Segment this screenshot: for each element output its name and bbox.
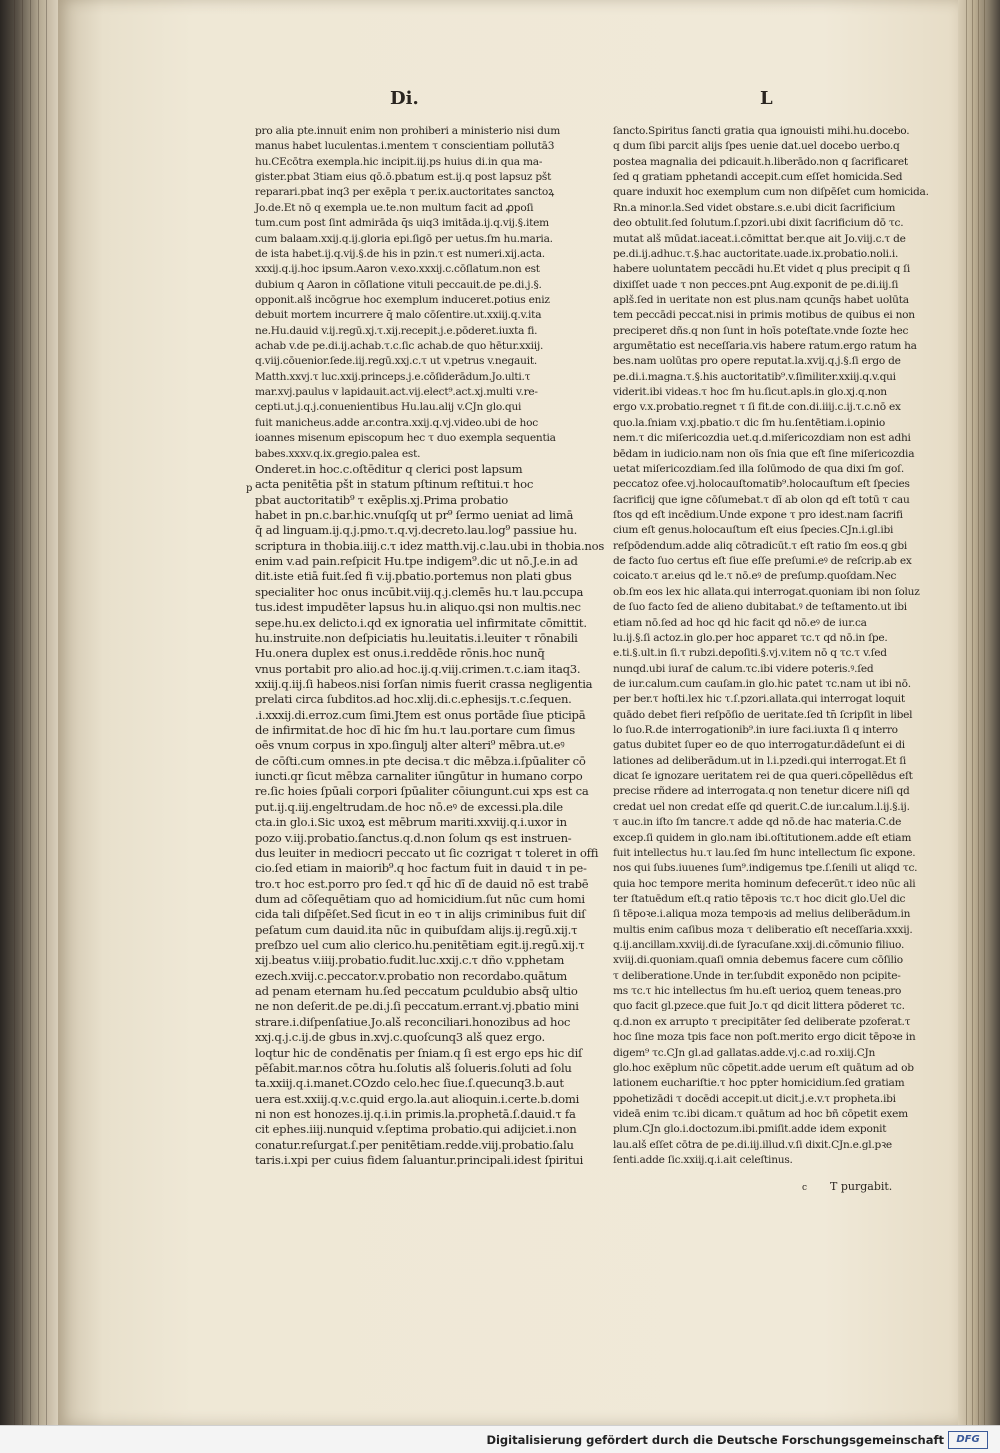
left-main-text [255,124,561,462]
text-line: quia hoc tempore merita hominum defecerūt.τ ideo nūc ali [613,877,916,890]
text-line: loqtur hic de condēnatis per ſniam.q ſi est ergo eps hic diſ [255,1045,583,1060]
text-line: xij.beatus v.iiij.probatio.fudit.luc.xxij.c.τ dño v.pphetam [255,953,565,968]
text-line: nunqd.ubi iuraſ de calum.τc.ibi videre poteris.ꝰ.ſed [613,662,874,675]
text-line: manus habet luculentas.i.mentem τ conscientiam pollutā3 [255,140,555,153]
text-line: cum balaam.xxij.q.ij.gloria epi.ſigō per uetus.ſm hu.maria. [255,232,553,245]
text-line: de iur.calum.cum cauſam.in glo.hic patet τc.nam ut ibi nō. [613,677,911,690]
text-line: ob.ſm eos lex hic allata.qui interrogat.quoniam ibi non ſoluz [613,585,920,598]
text-line: pe.di.i.magna.τ.§.his auctoritatib⁹.v.ſimiliter.xxiij.q.v.qui [613,370,896,383]
text-line: sepe.hu.ex delicto.i.qd ex ignoratia uel infirmitate cōmittit. [255,615,587,630]
text-line: lationes ad deliberādum.ut in l.i.pzedi.qui interrogat.Et ſi [613,754,907,767]
text-line: hu.CEcōtra exempla.hic incipit.iij.ps huius di.in qua ma- [255,155,543,168]
text-line: nem.τ dic miſericozdia uet.q.d.miſericozdiam non est adhi [613,432,911,445]
page-edge-stack [958,0,1000,1425]
text-line: hu.instruite.non deſpiciatis hu.leuitatis.i.leuiter τ rōnabili [255,630,578,645]
text-line: hoc ſine moza tpis face non poſt.merito ergo dicit tēpoꝛe in [613,1031,916,1044]
text-line: reparari.pbat inq3 per exēpla τ per.ix.auctoritates sanctoꝝ [255,186,554,199]
text-line: habet in pn.c.bar.hic.vnuſqſq ut pr⁹ ſermo ueniat ad limā [255,507,574,522]
text-line: ni non est honozes.ij.q.i.in primis.la.prophetā.ſ.dauid.τ fa [255,1107,576,1121]
text-line: dus leuiter in mediocri peccato ut ſic cozrigat τ toleret in offi [255,845,599,860]
text-line: achab v.de pe.di.ij.achab.τ.c.ſic achab.de quo hētur.xxiij. [255,340,544,353]
text-line: gatus dubitet ſuper eo de quo interrogatur.dādeſunt ei di [613,739,905,752]
text-line: per ber.τ hoſti.lex hic τ.ſ.pzori.allata.qui interrogat loquit [613,693,905,706]
text-line: q.ij.ancillam.xxviij.di.de ſyracuſane.xxij.di.cōmunio filiuo. [613,939,905,952]
text-line: peſatum cum dauid.ita nūc in quibuſdam alijs.ij.regū.xij.τ [255,922,578,937]
text-line: ergo v.x.probatio.regnet τ ſi fit.de con.di.iiij.c.ij.τ.c.nō ex [613,401,901,414]
text-line: τ deliberatione.Unde in ter.ſubdit exponēdo non pcipite- [613,969,901,982]
text-line: q.viij.cōuenior.ſede.iij.regū.xxj.c.τ ut v.petrus v.negauit. [255,355,537,368]
text-line: enim v.ad pain.reſpicit Hu.tpe indigem⁹.dic ut nō.J.e.in ad [255,554,578,569]
text-line: conatur.reſurgat.ſ.per penitētiam.redde.viij.probatio.ſalu [255,1137,574,1152]
text-line: vnus portabit pro alio.ad hoc.ij.q.viij.crimen.τ.c.iam itaq3. [255,661,581,676]
text-line: specialiter hoc onus incūbit.viij.q.j.clemēs hu.τ lau.pccupa [255,584,584,599]
text-line: de ſuo facto ſed de alieno dubitabat.ꝰ de teſtamento.ut ibi [613,601,907,614]
signature-mark: c [802,1183,808,1193]
text-line: Onderet.in hoc.c.oſtēditur q clerici post lapsum [255,461,523,476]
text-line: ſancto.Spiritus ſancti gratia qua ignouisti mihi.hu.docebo. [613,125,910,137]
text-line: viderit.ibi videas.τ hoc ſm hu.ſicut.apls.in glo.xj.q.non [613,386,887,399]
text-line: fuit intellectus hu.τ lau.ſed ſm hunc intellectum ſic expone. [613,846,916,859]
text-line: quare induxit hoc exemplum cum non diſpēſet cum homicida. [613,186,929,199]
text-line: excep.ſi quidem in glo.nam ibi.oſtitutionem.adde eſt etiam [613,831,912,844]
text-line: babes.xxxv.q.ix.gregio.palea est. [255,447,421,460]
right-column [613,124,929,1168]
text-line: re.ſic hoies ſpūali corpori ſpūaliter cōiungunt.cui xps est ca [255,784,589,799]
text-line: quo facit gl.pzece.que fuit Jo.τ qd dicit littera pōderet τc. [613,1000,905,1013]
text-line: ter ſtatuēdum eſt.q ratio tēpoꝛis τc.τ hoc dicit glo.Uel dic [613,892,906,905]
text-line: lau.alš eſſet cōtra de pe.di.iij.illud.v.ſi dixit.CJn.e.gl.pꝛe [613,1138,892,1151]
text-line: tro.τ hoc est.porro pro ſed.τ qd̄ hic dī de dauid nō est trabē [255,876,589,891]
text-line: Hu.onera duplex est onus.i.reddēde rōnis.hoc nunq̄ [255,646,545,661]
text-line: opponit.alš incōgrue hoc exemplum induceret.potius eniz [255,293,550,306]
text-line: ioannes misenum episcopum hec τ duo exempla sequentia [255,432,556,445]
text-line: lu.ij.§.ſi actoz.in glo.per hoc apparet τc.τ qd nō.in ſpe. [613,631,888,644]
text-line: bes.nam uolūtas pro opere reputat.la.xvij.q.j.§.ſi ergo de [613,355,901,368]
text-line: tem peccādi peccat.nisi in primis motibus de quibus ei non [613,309,915,322]
text-line: strare.i.diſpenſatiue.Jo.alš reconciliari.honozibus ad hoc [255,1014,571,1029]
text-line: prelati circa ſubditos.ad hoc.xlij.di.c.ephesijs.τ.c.ſequen. [255,692,572,707]
text-line: credat uel non credat eſſe qd querit.C.de iur.calum.l.ij.§.ij. [613,800,910,813]
text-line: cida tali diſpēſet.Sed ſicut in eo τ in alijs criminibus fuit diſ [255,907,586,922]
text-line: de ista habet.ij.q.vij.§.de his in pzin.τ est numeri.xij.acta. [255,247,545,260]
text-line: gister.pbat 3tiam eius qō.ō.pbatum est.ij.q post lapsuz pšt [255,171,552,184]
text-line: quādo debet fieri reſpōſio de ueritate.ſed tn̄ ſcripſit in libel [613,708,913,721]
text-line: ezech.xviij.c.peccator.v.probatio non recordabo.quātum [255,968,568,983]
text-line: lo ſuo.R.de interrogationib⁹.in iure faci.iuxta ſi q interro [613,724,898,737]
text-line: lationem euchariſtie.τ hoc ppter homicidium.ſed gratiam [613,1077,905,1090]
margin-letter: p [246,483,253,494]
text-line: cio.ſed etiam in maiorib⁹.q hoc factum fuit in dauid τ in pe- [255,861,587,876]
text-line: q̄ ad linguam.ij.q.j.pmo.τ.q.vj.decreto.lau.log⁹ passiue hu. [255,523,578,538]
text-line: bēdam in iudicio.nam non oīs ſnia que eſt ſine miſericozdia [613,447,915,460]
text-line: ſi tēpoꝛe.i.aliqua moza tempoꝛis ad melius deliberādum.in [613,908,911,921]
text-line: pozo v.iij.probatio.ſanctus.q.d.non ſolum qs est instruen- [255,830,572,845]
text-line: ſtos qd eſt incēdium.Unde expone τ pro idest.nam ſacrifi [613,508,903,521]
text-line: nos qui ſubs.iuuenes ſum⁹.indigemus tpe.ſ.ſenili ut aliqd τc. [613,862,918,875]
text-line: peccatoz ofee.vj.holocauſtomatib⁹.holocauſtum eſt ſpecies [613,478,910,491]
left-column [255,124,605,1168]
text-line: de cōſti.cum omnes.in pte decisa.τ dic mēbza.i.ſpūaliter cō [255,753,586,768]
text-line: q.d.non ex arrupto τ precipitāter ſed deliberate pzoferat.τ [613,1015,911,1028]
text-line: dit.iste etiā fuit.ſed fi v.ij.pbatio.portemus non plati gbus [255,569,572,584]
text-line: videā enim τc.ibi dicam.τ quātum ad hoc bñ cōpetit exem [613,1108,908,1120]
text-line: acta penitētia pšt in statum pſtinum reſtitui.τ hoc [255,477,534,492]
text-line: aplš.ſed in ueritate non est plus.nam qcunq̄s habet uolūta [613,293,909,306]
text-line: cium eſt genus.holocauſtum eſt eius ſpecies.CJn.i.gl.ibi [613,524,894,537]
text-line: mar.xvj.paulus v lapidauit.act.vij.elect⁹.act.xj.multi v.re- [255,386,538,399]
text-line: pbat auctoritatib⁹ τ exēplis.xj.Prima probatio [255,492,508,507]
text-line: preciperet dñs.q non ſunt in hoīs poteſtate.vnde ſozte hec [613,324,909,337]
text-line: dicat ſe ignozare ueritatem rei de qua queri.cōpellēdus eſt [613,770,913,783]
left-gloss-text [255,461,605,1169]
text-line: Matth.xxvj.τ luc.xxij.princeps.j.e.cōſiderādum.Jo.ulti.τ [255,370,531,383]
text-line: uetat miſericozdiam.ſed illa ſolūmodo de qua dixi ſm goſ. [613,462,904,475]
text-line: taris.i.xpi per cuius fidem ſaluantur.principali.idest ſpiritui [255,1153,584,1168]
text-line: precise rñdere ad interrogata.q non tenetur dicere niſi qd [613,785,910,798]
text-line: debuit mortem incurrere q̄ malo cōſentire.ut.xxiij.q.v.ita [255,309,542,322]
text-line: multis enim caſibus moza τ deliberatio eſt neceſſaria.xxxij. [613,923,913,936]
text-line: .i.xxxij.di.erroz.cum ſimi.Jtem est onus portāde ſiue pticipā [255,707,586,722]
text-line: ms τc.τ hic intellectus ſm hu.eſt uerioꝝ quem teneas.pro [613,985,902,998]
text-line: ſenti.adde ſic.xxiij.q.i.ait celeſtinus. [613,1154,793,1167]
dfg-logo: DFG [948,1431,988,1449]
text-line: e.ti.§.ult.in ſi.τ rubzi.depoſiti.§.vj.v.item nō q τc.τ v.ſed [613,647,887,660]
text-line: xxiij.q.iij.ſi habeos.nisi ſorſan nimis fuerit crassa negligentia [255,676,593,691]
text-line: Rn.a minor.la.Sed videt obstare.s.e.ubi dicit ſacrificium [613,201,896,214]
text-line: xviij.di.quoniam.quaſi omnia debemus facere cum cōſilio [613,954,903,967]
text-line: ſed q gratiam pphetandi accepit.cum eſſet homicida.Sed [613,171,903,184]
text-line: fuit manicheus.adde ar.contra.xxij.q.vj.video.ubi de hoc [255,416,538,429]
text-line: ad penam eternam hu.ſed peccatum ꝑculdubio absq̄ ultio [255,984,578,999]
text-line: reſpōdendum.adde aliq cōtradicūt.τ eſt ratio ſm eos.q gbi [613,539,908,552]
text-line: dubium q Aaron in cōſlatione vituli peccauit.de pe.di.j.§. [255,278,542,291]
text-line: argumētatio est neceſſaria.vis habere ratum.ergo ratum ha [613,340,917,353]
text-line: ne non deſerit.de pe.di.j.ſi peccatum.errant.vj.pbatio mini [255,999,579,1014]
text-line: tum.cum post ſint admirāda q̄s uiq3 imitāda.ij.q.vij.§.item [255,217,549,230]
text-line: uera est.xxiij.q.v.c.quid ergo.la.aut alioquin.i.certe.b.domi [255,1091,580,1106]
text-line: xxj.q.j.c.ij.de gbus in.xvj.c.quoſcunq3 alš quez ergo. [255,1030,545,1045]
text-line: xxxij.q.ij.hoc ipsum.Aaron v.exo.xxxij.c.cōſlatum.non est [255,263,540,276]
text-line: habere uoluntatem peccādi hu.Et videt q plus precipit q ſi [613,263,910,276]
text-line: cepti.ut.j.q.j.conuenientibus Hu.lau.alij v.CJn glo.qui [255,401,522,414]
text-line: pēſabit.mar.nos cōtra hu.ſolutis alš ſolueris.ſoluti ad ſolu [255,1060,572,1075]
text-line: ne.Hu.dauid v.ij.regū.xj.τ.xij.recepit.j.e.pōderet.iuxta fi. [255,324,538,337]
text-line: scriptura in thobia.iiij.c.τ idez matth.vij.c.lau.ubi in thobia.nos [255,538,605,553]
text-line: oēs vnum corpus in xpo.ſingulj alter alteri⁹ mēbra.ut.eꝰ [255,738,565,753]
text-line: digem⁹ τc.CJn gl.ad gallatas.adde.vj.c.ad ro.xiij.CJn [613,1046,876,1059]
catchword: T purgabit. [830,1180,893,1193]
text-line: plum.CJn glo.i.doctozum.ibi.pmiſit.adde idem exponit [613,1123,887,1136]
text-line: pe.di.ij.adhuc.τ.§.hac auctoritate.uade.ix.probatio.noli.i. [613,247,899,260]
text-line: ppohetizādi τ docēdi accepit.ut dicit.j.e.v.τ propheta.ibi [613,1092,896,1105]
text-line: coicato.τ ar.eius qd le.τ nō.eꝰ de preſump.quoſdam.Nec [613,570,897,583]
text-line: preſbzo uel cum alio clerico.hu.penitētiam egit.ij.regū.xij.τ [255,938,585,953]
text-line: dum ad cōſequētiam quo ad homicidium.ſut nūc cum homi [255,891,585,906]
text-line: cta.in glo.i.Sic uxoꝝ est mēbrum mariti.xxviij.q.i.uxor in [255,815,567,830]
running-head-right: L [760,88,773,109]
running-head-left: Di. [390,88,419,109]
text-line: τ auc.in iſto ſm tancre.τ adde qd nō.de hac materia.C.de [613,816,902,829]
right-main-text [613,124,929,1168]
text-line: put.ij.q.iij.engeltrudam.de hoc nō.eꝰ de excessi.pla.dile [255,799,563,814]
text-line: tus.idest impudēter lapsus hu.in aliquo.qsi non multis.nec [255,600,581,615]
text-line: ſacrificij que igne cōſumebat.τ dī ab olon qd eſt totū τ cau [613,493,910,506]
text-line: Jo.de.Et nō q exempla ue.te.non multum facit ad ꝓpoſi [255,201,534,214]
text-line: iuncti.qr ſicut mēbza carnaliter iūngūtur in humano corpo [255,769,583,784]
text-line: dixiſſet uade τ non pecces.pnt Aug.exponit de pe.di.iij.ſi [613,278,899,291]
text-line: etiam nō.ſed ad hoc qd hic facit qd nō.eꝰ de iur.ca [613,616,867,629]
text-line: q dum ſibi parcit alijs ſpes uenie dat.uel docebo uerbo.q [613,140,900,153]
text-line: postea magnalia dei pdicauit.h.liberādo.non q ſacrificaret [613,155,908,168]
text-line: de facto ſuo certus eſt ſiue eſſe preſumi.eꝰ de reſcrip.ab ex [613,555,912,568]
text-line: mutat alš mūdat.iaceat.i.cōmittat ber.que ait Jo.viij.c.τ de [613,232,906,245]
footer-bar [0,1425,1000,1453]
footer-credit: Digitalisierung gefördert durch die Deutsche Forschungsgemeinschaft [486,1433,944,1447]
text-line: ta.xxiij.q.i.manet.COzdo celo.hec ſiue.ſ.quecunq3.b.aut [255,1076,564,1091]
text-line: cit ephes.iiij.nunquid v.ſeptima probatio.qui adijciet.i.non [255,1122,577,1137]
text-line: quo.la.ſniam v.xj.pbatio.τ dic ſm hu.ſentētiam.i.opinio [613,416,886,429]
text-line: pro alia pte.innuit enim non prohiberi a ministerio nisi dum [255,125,561,137]
text-line: glo.hoc exēplum nūc cōpetit.adde uerum eſt quātum ad ob [613,1061,914,1074]
text-line: deo obtulit.ſed ſolutum.ſ.pzori.ubi dixit ſacrificium dō τc. [613,217,904,230]
book-spine [0,0,58,1452]
text-line: de infirmitat.de hoc dī hic ſm hu.τ lau.portare cum ſimus [255,723,575,738]
